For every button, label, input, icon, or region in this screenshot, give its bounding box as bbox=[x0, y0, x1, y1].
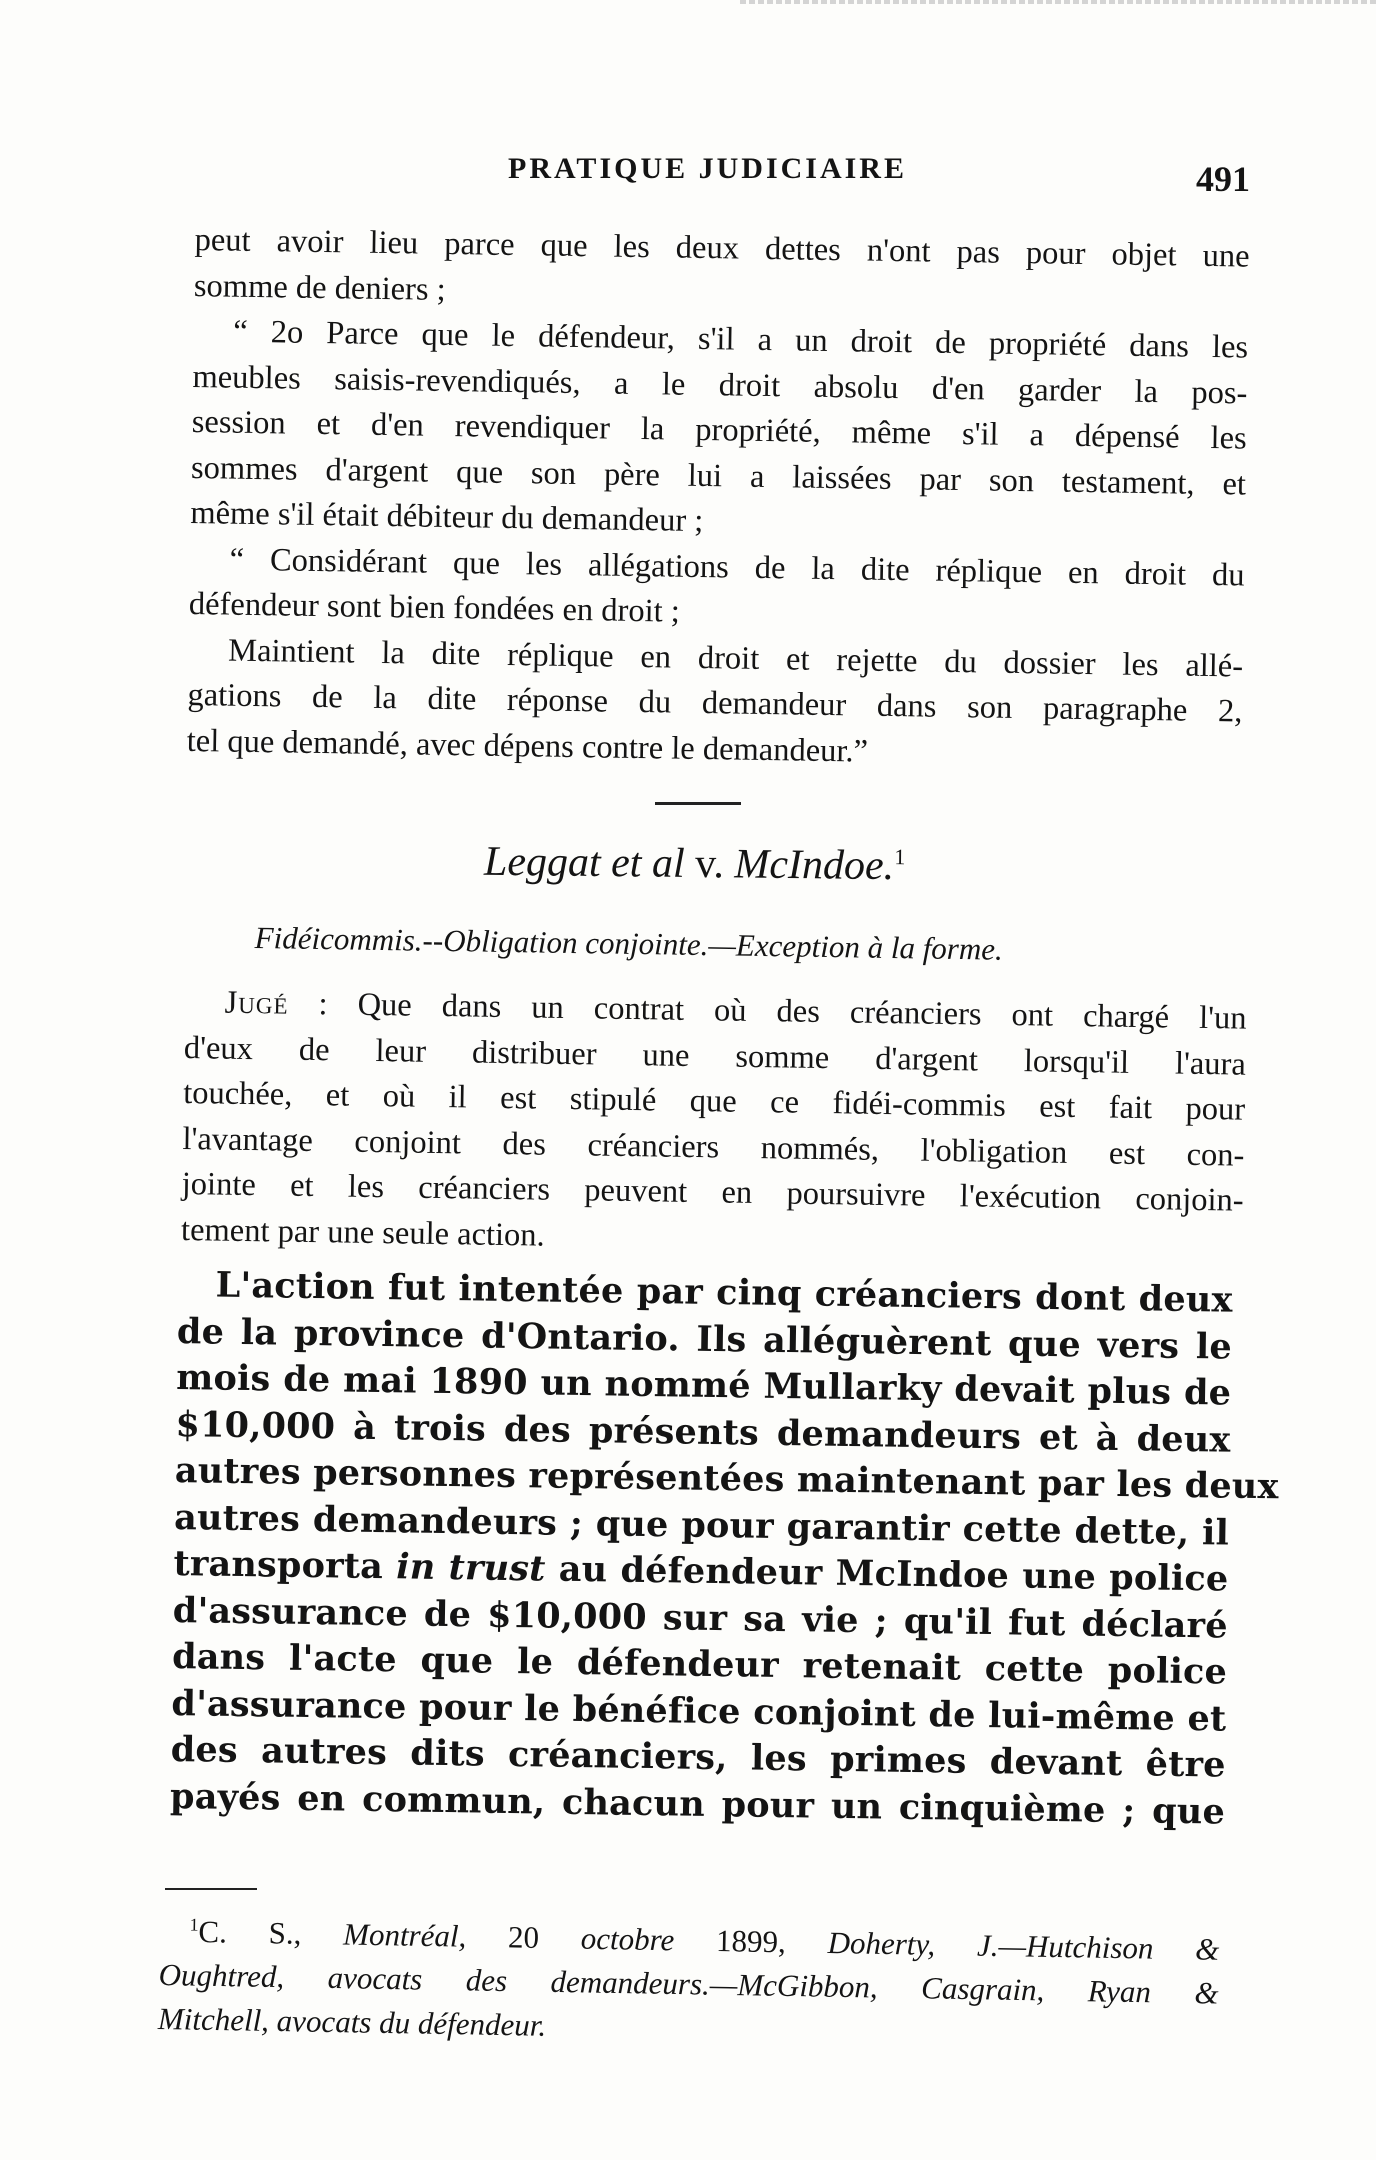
text-line: défendeur sont bien fondées en droit ; bbox=[188, 585, 681, 630]
body-paragraph bbox=[169, 1262, 1279, 1836]
section-divider bbox=[655, 802, 741, 805]
text-line: mois de mai 1890 un nommé Mullarky devait plus de bbox=[175, 1356, 1232, 1414]
text-line: d'assurance de $10,000 sur sa vie ; qu'il fut déclaré bbox=[172, 1589, 1229, 1647]
text-line: L'action fut intentée par cinq créanciers dont deux bbox=[215, 1264, 1233, 1321]
footnote-day: 20 bbox=[465, 1918, 582, 1956]
case-title-versus: v. bbox=[694, 841, 725, 888]
text-line: d'assurance pour le bénéfice conjoint de lui-même et bbox=[171, 1682, 1227, 1740]
text-line: de la province d'Ontario. Ils alléguèrent que vers le bbox=[176, 1310, 1233, 1368]
text-line: $10,000 à trois des présents demandeurs et à deux bbox=[175, 1403, 1231, 1461]
text-line: autres personnes représentées maintenant par les deux bbox=[174, 1449, 1279, 1508]
text-line: gations de la dite réponse du demandeur dans son paragraphe 2, bbox=[187, 676, 1243, 730]
text-line: “ 2o Parce que le défendeur, s'il a un droit de propriété dans les bbox=[232, 313, 1249, 366]
footnote-counsel-defendant: Mitchell, avocats du défendeur. bbox=[157, 2001, 547, 2044]
text-line: tement par une seule action. bbox=[180, 1211, 546, 1254]
text-line: dans l'acte que le défendeur retenait cette police bbox=[171, 1635, 1228, 1693]
text-fragment: au défendeur McIndoe une police bbox=[545, 1548, 1229, 1600]
text-line: meubles saisis-revendiqués, a le droit absolu d'en garder la pos- bbox=[192, 358, 1248, 412]
text-line: l'avantage conjoint des créanciers nommés, l'obligation est con- bbox=[182, 1120, 1245, 1174]
top-paragraphs bbox=[186, 218, 1249, 781]
text-line: peut avoir lieu parce que les deux dettes n'ont pas pour objet une bbox=[194, 221, 1250, 275]
text-line: session et d'en revendiquer la propriété, même s'il a dépensé les bbox=[191, 403, 1247, 457]
text-line: payés en commun, chacun pour un cinquième ; que bbox=[169, 1775, 1226, 1833]
footnote-counsel-plaintiffs: Oughtred, avocats des demandeurs.—McGibbon, Casgrain, Ryan & bbox=[158, 1957, 1219, 2011]
text-line: autres demandeurs ; que pour garantir cette dette, il bbox=[173, 1496, 1230, 1554]
text-line: Maintient la dite réplique en droit et rejette du dossier les allé- bbox=[227, 632, 1244, 685]
running-title: PRATIQUE JUDICIAIRE bbox=[508, 152, 907, 185]
text-line: d'eux de leur distribuer une somme d'argent lorsqu'il l'aura bbox=[183, 1029, 1247, 1083]
case-title-defendant: McIndoe. bbox=[734, 841, 895, 890]
text-fragment: transporta bbox=[173, 1542, 397, 1588]
text-line: jointe et les créanciers peuvent en poursuivre l'exécution conjoin- bbox=[181, 1165, 1244, 1219]
page-number: 491 bbox=[1196, 159, 1250, 199]
holding-label: Jugé bbox=[224, 984, 289, 1022]
holding-text: : Que dans un contrat où des créanciers ont chargé l'un bbox=[288, 985, 1247, 1037]
text-line: tel que demandé, avec dépens contre le demandeur.” bbox=[186, 722, 869, 770]
italic-phrase: in trust bbox=[395, 1546, 546, 1590]
footnote-year: 1899, bbox=[674, 1922, 828, 1960]
case-title-plaintiff: Leggat et al bbox=[483, 838, 685, 887]
footnote bbox=[158, 1902, 1220, 2060]
text-line: des autres dits créanciers, les primes devant être bbox=[170, 1728, 1226, 1786]
footnote-month: octobre bbox=[580, 1920, 675, 1958]
footnote-place: Montréal, bbox=[342, 1916, 467, 1954]
footnote-reference: 1 bbox=[894, 844, 906, 870]
text-line: même s'il était débiteur du demandeur ; bbox=[190, 494, 704, 540]
case-subject: Fidéicommis.--Obligation conjointe.—Exception à la forme. bbox=[254, 920, 1004, 967]
text-line: somme de deniers ; bbox=[193, 267, 447, 308]
text-line: “ Considérant que les allégations de la dite réplique en droit du bbox=[229, 541, 1245, 594]
holding-paragraph bbox=[181, 980, 1247, 1270]
footnote-court: C. S., bbox=[198, 1914, 344, 1952]
footnote-marker: 1 bbox=[189, 1914, 199, 1935]
footnote-divider bbox=[165, 1888, 257, 1890]
scan-edge-artifact bbox=[740, 0, 1376, 4]
text-line: touchée, et où il est stipulé que ce fidéi-commis est fait pour bbox=[182, 1074, 1246, 1128]
text-line: sommes d'argent que son père lui a laissées par son testament, et bbox=[190, 449, 1247, 503]
case-title bbox=[484, 838, 906, 890]
footnote-judge: Doherty, J.—Hutchison & bbox=[827, 1924, 1220, 1967]
